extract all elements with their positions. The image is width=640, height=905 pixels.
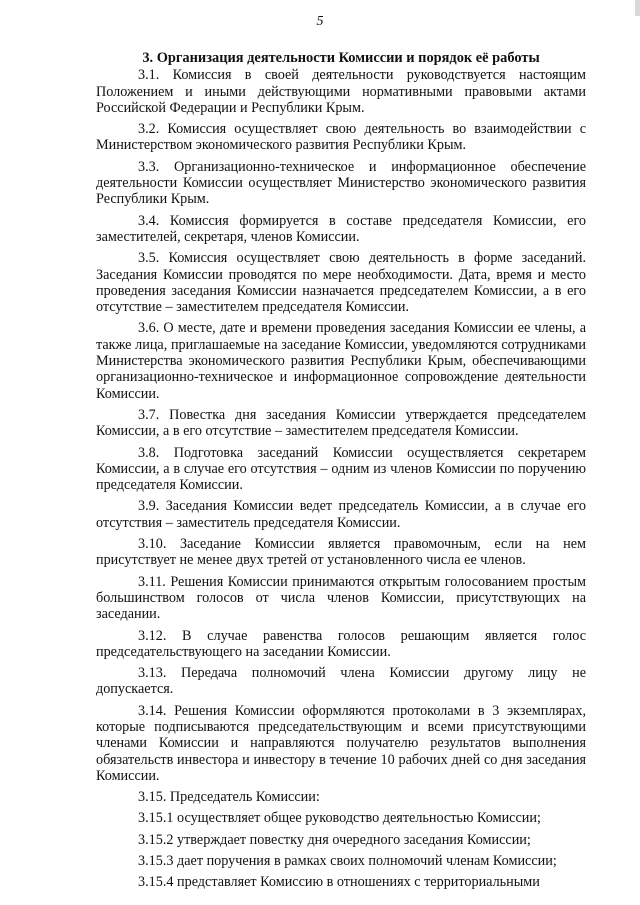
paragraph-3-14: 3.14. Решения Комиссии оформляются протоколами в 3 экземплярах, которые подписываются председательствующим и всеми присутствующими членами Комиссии и направляются получателю результатов выполнения обязательств инвестора и инвестору в течение 10 рабочих дней со дня заседания Комиссии. [96, 702, 586, 784]
paragraph-3-6: 3.6. О месте, дате и времени проведения заседания Комиссии ее члены, а также лица, приглашаемые на заседание Комиссии, уведомляются сотрудниками Министерства экономического развития Республики Крым, обеспечивающими организационно-техническое и информационное сопровождение деятельности Комиссии. [96, 320, 586, 402]
paragraph-3-8: 3.8. Подготовка заседаний Комиссии осуществляется секретарем Комиссии, а в случае его отсутствия – одним из членов Комиссии по поручению председателя Комиссии. [96, 444, 586, 494]
paragraph-3-9: 3.9. Заседания Комиссии ведет председатель Комиссии, а в случае его отсутствия – заместитель председателя Комиссии. [96, 498, 586, 531]
paragraph-3-5: 3.5. Комиссия осуществляет свою деятельность в форме заседаний. Заседания Комиссии проводятся по мере необходимости. Дата, время и место проведения заседания Комиссии назначается председателем Комиссии, а в его отсутствие – заместителем председателя Комиссии. [96, 250, 586, 316]
paragraph-3-15-3: 3.15.3 дает поручения в рамках своих полномочий членам Комиссии; [138, 853, 557, 870]
section-heading: 3. Организация деятельности Комиссии и порядок её работы [142, 50, 540, 66]
page-number: 5 [316, 14, 324, 29]
paragraph-3-3: 3.3. Организационно-техническое и информационное обеспечение деятельности Комиссии осуществляет Министерство экономического развития Республики Крым. [96, 158, 586, 208]
paragraph-3-12: 3.12. В случае равенства голосов решающим является голос председательствующего на заседании Комиссии. [96, 627, 586, 660]
document-body [96, 50, 586, 893]
paragraph-3-15: 3.15. Председатель Комиссии: [138, 789, 320, 806]
paragraph-3-7: 3.7. Повестка дня заседания Комиссии утверждается председателем Комиссии, а в его отсутствие – заместителем председателя Комиссии. [96, 406, 586, 440]
paragraph-3-15-1: 3.15.1 осуществляет общее руководство деятельностью Комиссии; [138, 810, 541, 827]
paragraph-3-1: 3.1. Комиссия в своей деятельности руководствуется настоящим Положением и иными действующими нормативными правовыми актами Российской Федерации и Республики Крым. [96, 67, 586, 116]
paragraph-3-15-2: 3.15.2 утверждает повестку дня очередного заседания Комиссии; [138, 831, 531, 848]
paragraph-3-11: 3.11. Решения Комиссии принимаются открытым голосованием простым большинством голосов от числа членов Комиссии, присутствующих на заседании. [96, 573, 586, 623]
paragraph-3-10: 3.10. Заседание Комиссии является правомочным, если на нем присутствует не менее двух третей от установленного числа ее членов. [96, 536, 586, 569]
paragraph-3-15-4: 3.15.4 представляет Комиссию в отношениях с территориальными [138, 874, 540, 891]
paragraph-3-2: 3.2. Комиссия осуществляет свою деятельность во взаимодействии с Министерством экономического развития Республики Крым. [96, 121, 586, 154]
paragraph-3-13: 3.13. Передача полномочий члена Комиссии другому лицу не допускается. [96, 665, 586, 698]
margin-speck [70, 735, 74, 739]
paragraph-3-4: 3.4. Комиссия формируется в составе председателя Комиссии, его заместителей, секретаря, членов Комиссии. [96, 212, 586, 245]
